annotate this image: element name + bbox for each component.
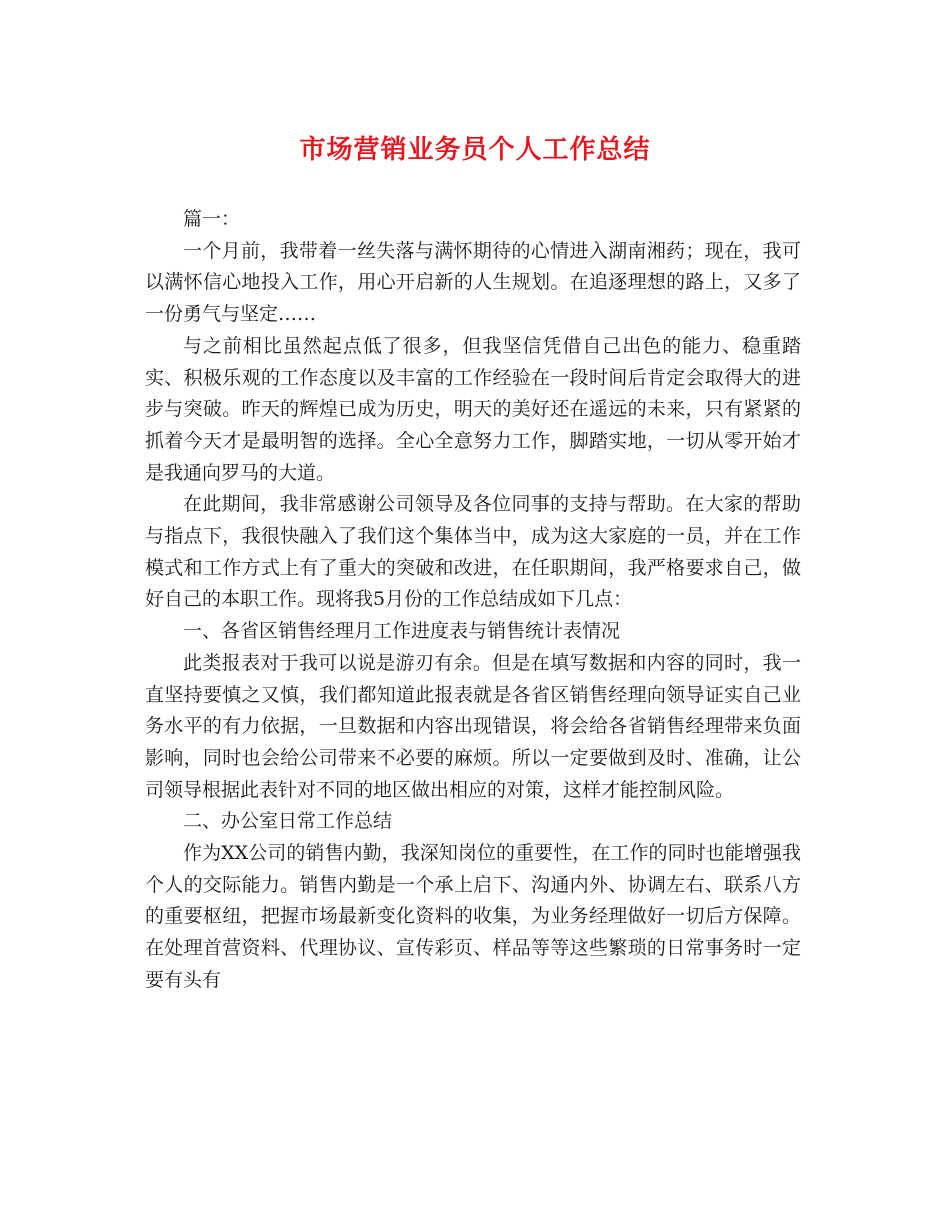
paragraph-section-label: 篇一：	[183, 208, 241, 230]
paragraph-intro: 一个月前，我带着一丝失落与满怀期待的心情进入湖南湘药；现在，我可以满怀信心地投入工作，用心开启新的人生规划。在追逐理想的路上，又多了一份勇气与坚定……	[145, 239, 801, 326]
paragraph-thanks: 在此期间，我非常感谢公司领导及各位同事的支持与帮助。在大家的帮助与指点下，我很快融入了我们这个集体当中，成为这大家庭的一员，并在工作模式和工作方式上有了重大的突破和改进，在任职期间，我严格要求自己，做好自己的本职工作。现将我5月份的工作总结成如下几点：	[145, 493, 801, 611]
document-title: 市场营销业务员个人工作总结	[299, 135, 651, 165]
document-body	[145, 204, 801, 997]
paragraph-starting-point: 与之前相比虽然起点低了很多，但我坚信凭借自己出色的能力、稳重踏实、积极乐观的工作态度以及丰富的工作经验在一段时间后肯定会取得大的进步与突破。昨天的辉煌已成为历史，明天的美好还在遥远的未来，只有紧紧的抓着今天才是最明智的选择。全心全意努力工作，脚踏实地，一切从零开始才是我通向罗马的大道。	[145, 334, 801, 484]
heading-sales-reports: 一、各省区销售经理月工作进度表与销售统计表情况	[183, 620, 621, 643]
paragraph-sales-reports: 此类报表对于我可以说是游刃有余。但是在填写数据和内容的同时，我一直坚持要慎之又慎，我们都知道此报表就是各省区销售经理向领导证实自己业务水平的有力依据，一旦数据和内容出现错误，将会给各省销售经理带来负面影响，同时也会给公司带来不必要的麻烦。所以一定要做到及时、准确，让公司领导根据此表针对不同的地区做出相应的对策，这样才能控制风险。	[145, 651, 801, 801]
paragraph-office-work: 作为XX公司的销售内勤，我深知岗位的重要性，在工作的同时也能增强我个人的交际能力。销售内勤是一个承上启下、沟通内外、协调左右、联系八方的重要枢纽，把握市场最新变化资料的收集，为业务经理做好一切后方保障。在处理首营资料、代理协议、宣传彩页、样品等等这些繁琐的日常事务时一定要有头有	[145, 842, 801, 991]
heading-office-work: 二、办公室日常工作总结	[183, 810, 393, 833]
